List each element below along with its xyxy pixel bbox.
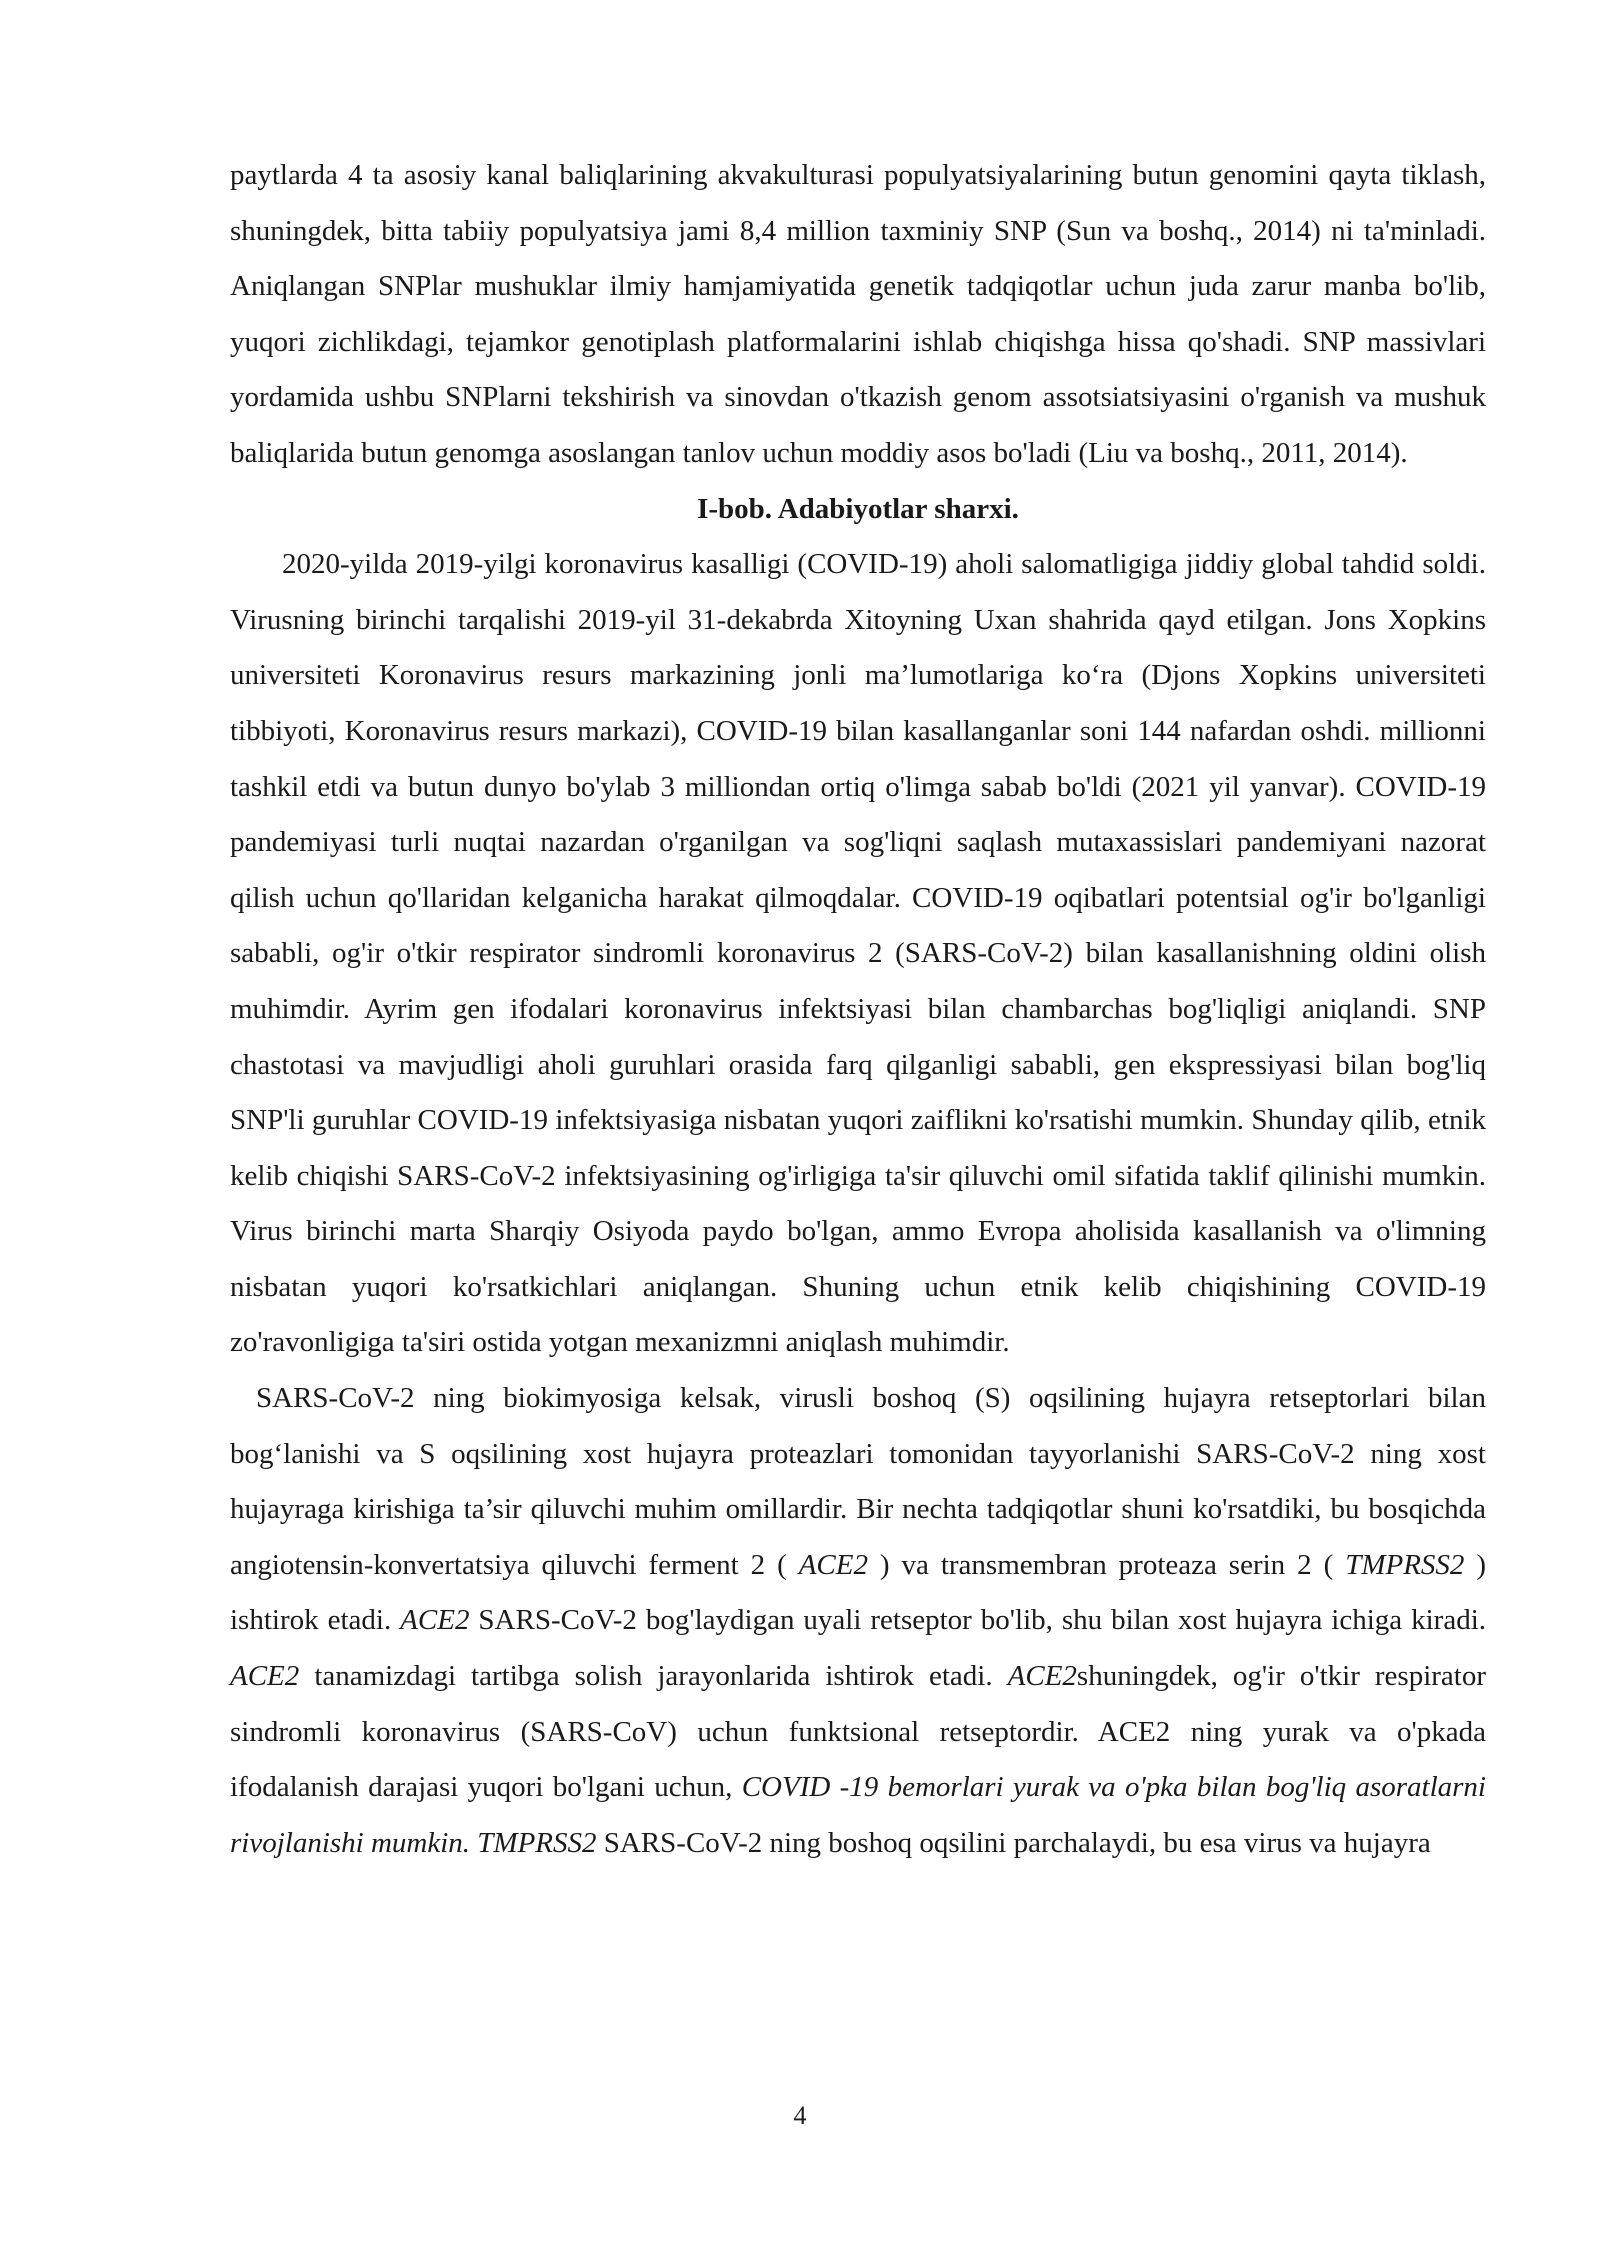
paragraph-biochemistry	[230, 1371, 1486, 1871]
gene-name: ACE2	[798, 1548, 868, 1581]
text-run: tanamizdagi tartibga solish jarayonlarida ishtirok etadi.	[314, 1660, 993, 1693]
paragraph-intro: paytlarda 4 ta asosiy kanal baliqlarining akvakulturasi populyatsiyalarining butun genomini qayta tiklash, shuningdek, bitta tabiiy populyatsiya jami 8,4 million taxminiy SNP (Sun va boshq., 2014) ni ta'minladi. Aniqlangan SNPlar mushuklar ilmiy hamjamiyatida genetik tadqiqotlar uchun juda zarur manba bo'lib, yuqori zichlikdagi, tejamkor genotiplash platformalarini ishlab chiqishga hissa qo'shadi. SNP massivlari yordamida ushbu SNPlarni tekshirish va sinovdan o'tkazish genom assotsiatsiyasini o'rganish va mushuk baliqlarida butun genomga asoslangan tanlov uchun moddiy asos bo'ladi (Liu va boshq., 2011, 2014).	[230, 159, 1486, 469]
italic-sentence: COVID -19 bemorlari yurak va o'pka bilan bog'liq asoratlarni rivojlanishi mumkin.	[230, 1771, 1486, 1859]
text-run: shuningdek, og'ir o'tkir respirator sindromli koronavirus (SARS-CoV) uchun funktsional retseptordir. ACE2 ning yurak va o'pkada ifodalanish darajasi yuqori bo'lgani uchun,	[230, 1660, 1487, 1804]
gene-name: TMPRSS2	[1345, 1548, 1465, 1581]
gene-name: TMPRSS2	[477, 1826, 597, 1859]
gene-name: ACE2	[1007, 1660, 1077, 1693]
paragraph-covid: 2020-yilda 2019-yilgi koronavirus kasalligi (COVID-19) aholi salomatligiga jiddiy global tahdid soldi. Virusning birinchi tarqalishi 2019-yil 31-dekabrda Xitoyning Uxan shahrida qayd etilgan. Jons Xopkins universiteti Koronavirus resurs markazining jonli ma’lumotlariga ko‘ra (Djons Xopkins universiteti tibbiyoti, Koronavirus resurs markazi), COVID-19 bilan kasallanganlar soni 144 nafardan oshdi. millionni tashkil etdi va butun dunyo bo'ylab 3 milliondan ortiq o'limga sabab bo'ldi (2021 yil yanvar). COVID-19 pandemiyasi turli nuqtai nazardan o'rganilgan va sog'liqni saqlash mutaxassislari pandemiyani nazorat qilish uchun qo'llaridan kelganicha harakat qilmoqdalar. COVID-19 oqibatlari potentsial og'ir bo'lganligi sababli, og'ir o'tkir respirator sindromli koronavirus 2 (SARS-CoV-2) bilan kasallanishning oldini olish muhimdir. Ayrim gen ifodalari koronavirus infektsiyasi bilan chambarchas bog'liqligi aniqlandi. SNP chastotasi va mavjudligi aholi guruhlari orasida farq qilganligi sababli, gen ekspressiyasi bilan bog'liq SNP'li guruhlar COVID-19 infektsiyasiga nisbatan yuqori zaiflikni ko'rsatishi mumkin. Shunday qilib, etnik kelib chiqishi SARS-CoV-2 infektsiyasining og'irligiga ta'sir qiluvchi omil sifatida taklif qilinishi mumkin. Virus birinchi marta Sharqiy Osiyoda paydo bo'lgan, ammo Evropa aholisida kasallanish va o'limning nisbatan yuqori ko'rsatkichlari aniqlangan. Shuning uchun etnik kelib chiqishining COVID-19 zo'ravonligiga ta'siri ostida yotgan mexanizmni aniqlash muhimdir.	[230, 548, 1486, 1359]
text-run: ) ishtirok etadi.	[230, 1548, 1487, 1637]
page-content	[230, 148, 1486, 1871]
text-run: ) va transmembran proteaza serin 2 (	[879, 1548, 1334, 1581]
gene-name: ACE2	[400, 1604, 470, 1637]
text-run: SARS-CoV-2 ning boshoq oqsilini parchalaydi, bu esa virus va hujayra	[603, 1826, 1431, 1859]
page-number: 4	[793, 2101, 807, 2130]
text-run: SARS-CoV-2 ning biokimyosiga kelsak, virusli boshoq (S) oqsilining hujayra retseptorlari bilan bog‘lanishi va S oqsilining xost hujayra proteazlari tomonidan tayyorlanishi SARS-CoV-2 ning xost hujayraga kirishiga ta’sir qiluvchi muhim omillardir. Bir nechta tadqiqotlar shuni ko'rsatdiki, bu bosqichda angiotensin-konvertatsiya qiluvchi ferment 2 (	[230, 1382, 1486, 1581]
gene-name: ACE2	[230, 1660, 300, 1693]
text-run: SARS-CoV-2 bog'laydigan uyali retseptor bo'lib, shu bilan xost hujayra ichiga kiradi.	[478, 1604, 1487, 1637]
section-heading: I-bob. Adabiyotlar sharxi.	[697, 492, 1019, 525]
